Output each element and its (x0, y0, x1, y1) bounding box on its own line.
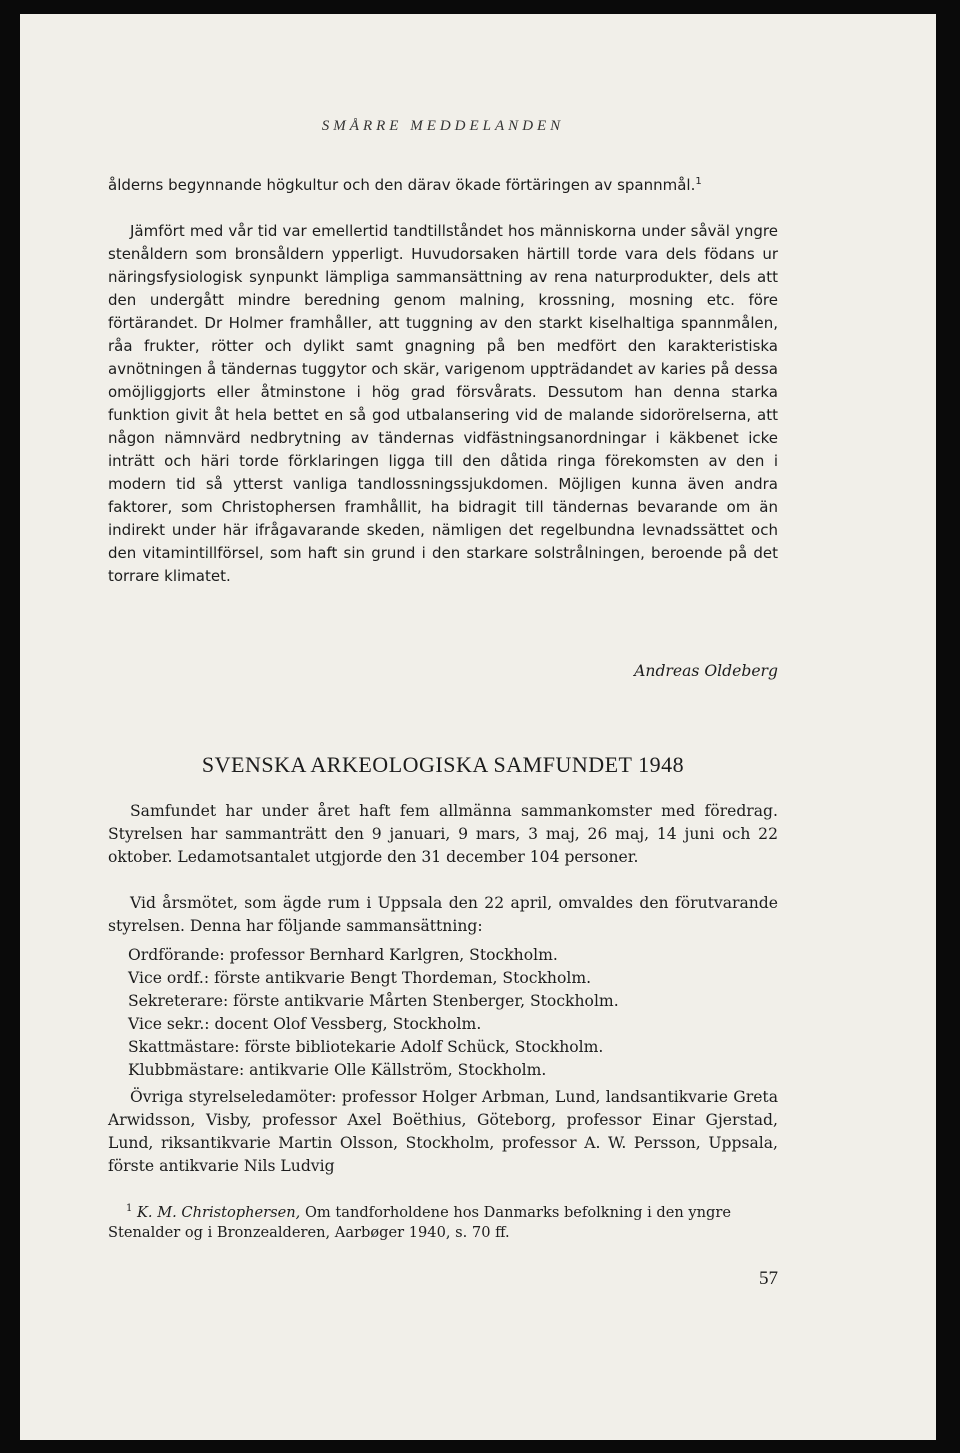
section-paragraph-meetings (108, 800, 778, 869)
footnote (108, 1203, 778, 1243)
section-paragraph-other-members-text: Övriga styrelseledamöter: professor Holger Arbman, Lund, landsantikvarie Greta Arwidsson, Visby, professor Axel Boëthius, Göteborg, professor Einar Gjerstad, Lund, riksantikvarie Martin Olsson, Stockholm, professor A. W. Persson, Uppsala, förste antikvarie Nils Ludvig (108, 1088, 778, 1175)
footnote-text: Om tandforholdene hos Danmarks befolkning i den yngre Stenalder og i Bronzealderen, Aarbøger 1940, s. 70 ff. (108, 1204, 731, 1241)
board-member: Sekreterare: förste antikvarie Mårten Stenberger, Stockholm. (128, 992, 619, 1010)
footnote-marker: 1 (126, 1203, 133, 1215)
page-number: 57 (759, 1268, 778, 1289)
section-paragraph-other-members (108, 1086, 778, 1178)
paragraph-explanation-text: Huvudorsaken härtill torde vara dels födans ur näringsfysiologisk synpunkt lämpliga sammansättning av rena naturprodukter, dels att den undergått mindre beredning genom malning, krossning, mosning etc. före förtärandet. Dr Holmer framhåller, att tuggning av den starkt kiselhaltiga spannmålen, råa frukter, rötter och dylikt samt gnagning på ben medfört den karakteristiska avnötningen å tändernas tuggytor och skär, varigenom uppträdandet av karies på dessa omöjliggjorts eller åtminstone i hög grad försvårats. Dessutom han denna starka funktion givit åt hela bettet en så god utbalansering vid de malande sidorörelserna, att någon nämnvärd nedbrytning av tändernas vidfästningsanordningar i käkbenet icke inträtt och häri torde förklaringen ligga till den dåtida ringa förekomsten av den i modern tid så ytterst vanliga tandlossningssjukdomen. Möjligen kunna även andra faktorer, som Christophersen framhållit, ha bidragit till tändernas bevarande om än indirekt under här ifrågavarande skeden, nämligen det regelbundna levnadssättet och den vitamintillförsel, som haft sin grund i den starkare solstrålningen, beroende på det torrare klimatet. (108, 245, 778, 585)
section-paragraph-annual-meeting (108, 892, 778, 938)
board-member: Ordförande: professor Bernhard Karlgren, Stockholm. (128, 946, 558, 964)
footnote-ref: 1 (695, 176, 702, 187)
section-paragraph-meetings-text: Samfundet har under året haft fem allmänna sammankomster med föredrag. Styrelsen har sammanträtt den 9 januari, 9 mars, 3 maj, 26 maj, 14 juni och 22 oktober. Ledamotsantalet utgjorde den 31 december 104 personer. (108, 802, 778, 866)
board-member: Vice sekr.: docent Olof Vessberg, Stockholm. (128, 1015, 482, 1033)
paragraph-comparison (108, 220, 778, 588)
board-list (128, 944, 778, 1082)
paragraph-comparison-text: Jämfört med vår tid var emellertid tandtillståndet hos människorna under såväl yngre stenåldern som bronsåldern ypperligt. (108, 222, 778, 263)
paragraph-intro-text: ålderns begynnande högkultur och den därav ökade förtäringen av spannmål. (108, 176, 696, 194)
author-signature: Andreas Oldeberg (634, 662, 778, 680)
board-member: Vice ordf.: förste antikvarie Bengt Thordeman, Stockholm. (128, 969, 592, 987)
board-member: Skattmästare: förste bibliotekarie Adolf Schück, Stockholm. (128, 1038, 604, 1056)
paragraph-intro (108, 174, 778, 197)
section-heading: SVENSKA ARKEOLOGISKA SAMFUNDET 1948 (201, 752, 685, 777)
section-paragraph-annual-meeting-text: Vid årsmötet, som ägde rum i Uppsala den 22 april, omvaldes den förutvarande styrelsen. Denna har följande sammansättning: (108, 894, 778, 935)
document-page (20, 14, 936, 1440)
running-head: SMÅRRE MEDDELANDEN (321, 118, 565, 134)
board-member: Klubbmästare: antikvarie Olle Källström, Stockholm. (128, 1061, 547, 1079)
footnote-author: K. M. Christophersen, (137, 1204, 301, 1221)
